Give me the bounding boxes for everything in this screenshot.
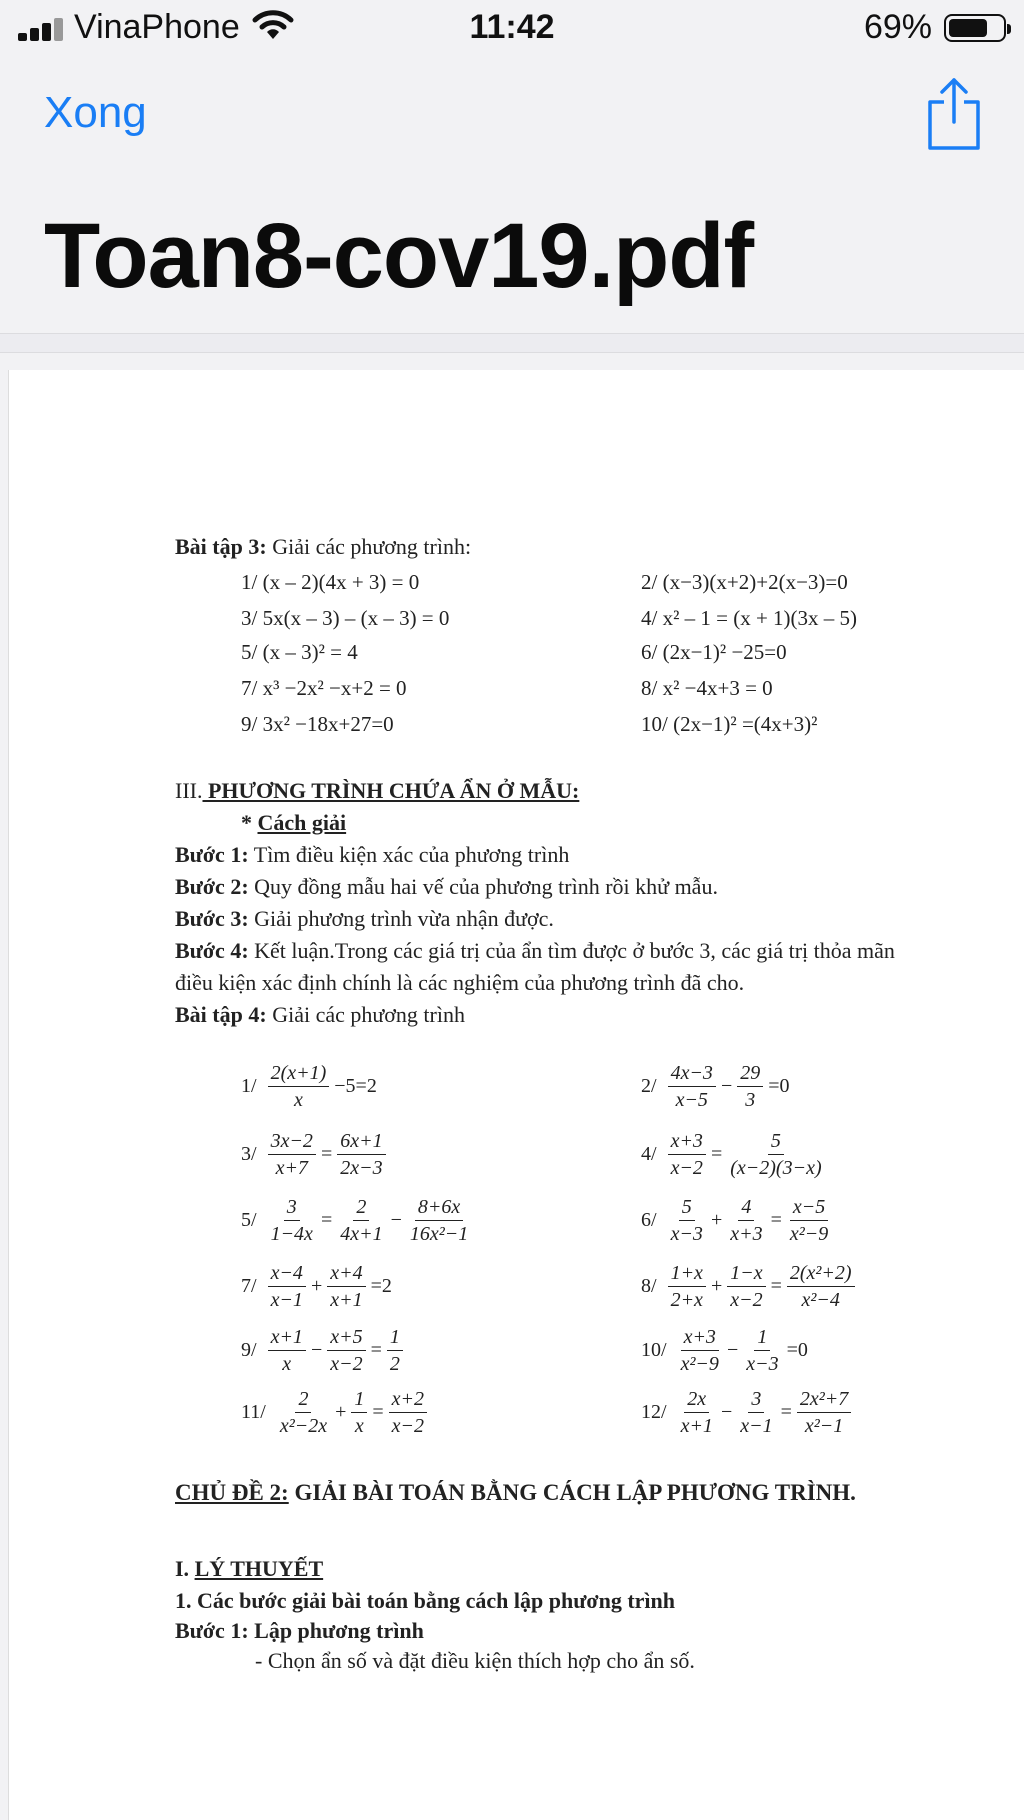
theory-heading: I. LÝ THUYẾT: [175, 1556, 324, 1581]
header-divider: [0, 333, 1024, 353]
step-1-item: - Chọn ẩn số và đặt điều kiện thích hợp cho ẩn số.: [255, 1648, 695, 1673]
method-heading: * Cách giải: [241, 810, 347, 835]
equation-item: 1/ (x – 2)(4x + 3) = 0: [241, 570, 420, 594]
fraction-equation: 3/ $\frac{3x-2}{x+7}$ = $\frac{6x+1}{2x-3}$: [241, 1130, 389, 1179]
fraction-equation: 7/ $\frac{x-4}{x-1}$ + $\frac{x+4}{x+1}$ =2: [241, 1262, 392, 1311]
fraction-equation: 11/ $\frac{2}{\text{x²−2x}}$ + $\frac{1}{x}$ = $\frac{x+2}{x-2}$: [241, 1388, 430, 1437]
step-line: Bước 4: Kết luận.Trong các giá trị của ẩn tìm được ở bước 3, các giá trị thỏa mãn: [175, 938, 895, 963]
fraction-equation: 12/ $\frac{2x}{x+1}$ − $\frac{3}{x-1}$ = $\frac{\text{2x²+7}}{\text{x²−1}}$: [641, 1388, 854, 1437]
fraction-equation: 9/ $\frac{x+1}{x}$ − $\frac{x+5}{x-2}$ = $\frac{1}{2}$: [241, 1326, 406, 1375]
fraction-equation: 8/ $\frac{1+x}{2+x}$ + $\frac{1-x}{x-2}$ = $\frac{\text{2(x²+2)}}{\text{x²−4}}$: [641, 1262, 858, 1311]
exercise-3-heading: Bài tập 3: Giải các phương trình:: [175, 534, 472, 559]
document-title: Toan8-cov19.pdf: [44, 205, 754, 307]
fraction-equation: 5/ $\frac{3}{1-4x}$ = $\frac{2}{4x+1}$ − $\frac{8+6x}{\text{16x²−1}}$: [241, 1196, 469, 1245]
clock: 11:42: [469, 8, 555, 46]
fraction-equation: 6/ $\frac{5}{x-3}$ + $\frac{4}{x+3}$ = $\frac{x-5}{\text{x²−9}}$: [641, 1196, 829, 1245]
equation-item: 6/ (2x−1)² −25=0: [641, 640, 787, 664]
fraction-equation: 2/ $\frac{4x-3}{x-5}$ − $\frac{29}{3}$ =0: [641, 1062, 790, 1111]
topic-2-heading: CHỦ ĐỀ 2: GIẢI BÀI TOÁN BẰNG CÁCH LẬP PHƯƠNG TRÌNH.: [175, 1480, 856, 1505]
pdf-page[interactable]: [8, 370, 1024, 1820]
battery-icon: [944, 14, 1006, 42]
subheading: 1. Các bước giải bài toán bằng cách lập phương trình: [175, 1588, 676, 1613]
equation-item: 7/ x³ −2x² −x+2 = 0: [241, 676, 407, 700]
step-line: Bước 1: Tìm điều kiện xác của phương trình: [175, 842, 570, 867]
equation-item: 9/ 3x² −18x+27=0: [241, 712, 394, 736]
equation-item: 2/ (x−3)(x+2)+2(x−3)=0: [641, 570, 848, 594]
step-1-heading: Bước 1: Lập phương trình: [175, 1618, 424, 1643]
step-line-continued: điều kiện xác định chính là các nghiệm của phương trình đã cho.: [175, 970, 745, 995]
share-icon[interactable]: [926, 76, 982, 152]
fraction-equation: 10/ $\frac{x+3}{\text{x²−9}}$ − $\frac{1}{x-3}$ =0: [641, 1326, 808, 1375]
equation-item: 3/ 5x(x – 3) – (x – 3) = 0: [241, 606, 450, 630]
equation-item: 4/ x² – 1 = (x + 1)(3x – 5): [641, 606, 858, 630]
fraction-equation: 4/ $\frac{x+3}{x-2}$ = $\frac{5}{(x-2)(3-x)}$: [641, 1130, 822, 1179]
section-3-heading: III. PHƯƠNG TRÌNH CHỨA ẨN Ở MẪU:: [175, 778, 580, 803]
equation-item: 5/ (x – 3)² = 4: [241, 640, 358, 664]
equation-item: 8/ x² −4x+3 = 0: [641, 676, 773, 700]
status-bar: [0, 0, 1024, 60]
step-line: Bước 3: Giải phương trình vừa nhận được.: [175, 906, 554, 931]
battery-percent: 69%: [863, 8, 932, 46]
exercise-4-heading: Bài tập 4: Giải các phương trình: [175, 1002, 465, 1027]
equation-item: 10/ (2x−1)² =(4x+3)²: [641, 712, 818, 736]
carrier-name: VinaPhone: [74, 8, 240, 46]
done-button[interactable]: Xong: [44, 88, 147, 137]
fraction-equation: 1/ $\frac{2(x+1)}{x}$ −5=2: [241, 1062, 377, 1111]
step-line: Bước 2: Quy đồng mẫu hai vế của phương trình rồi khử mẫu.: [175, 874, 718, 899]
